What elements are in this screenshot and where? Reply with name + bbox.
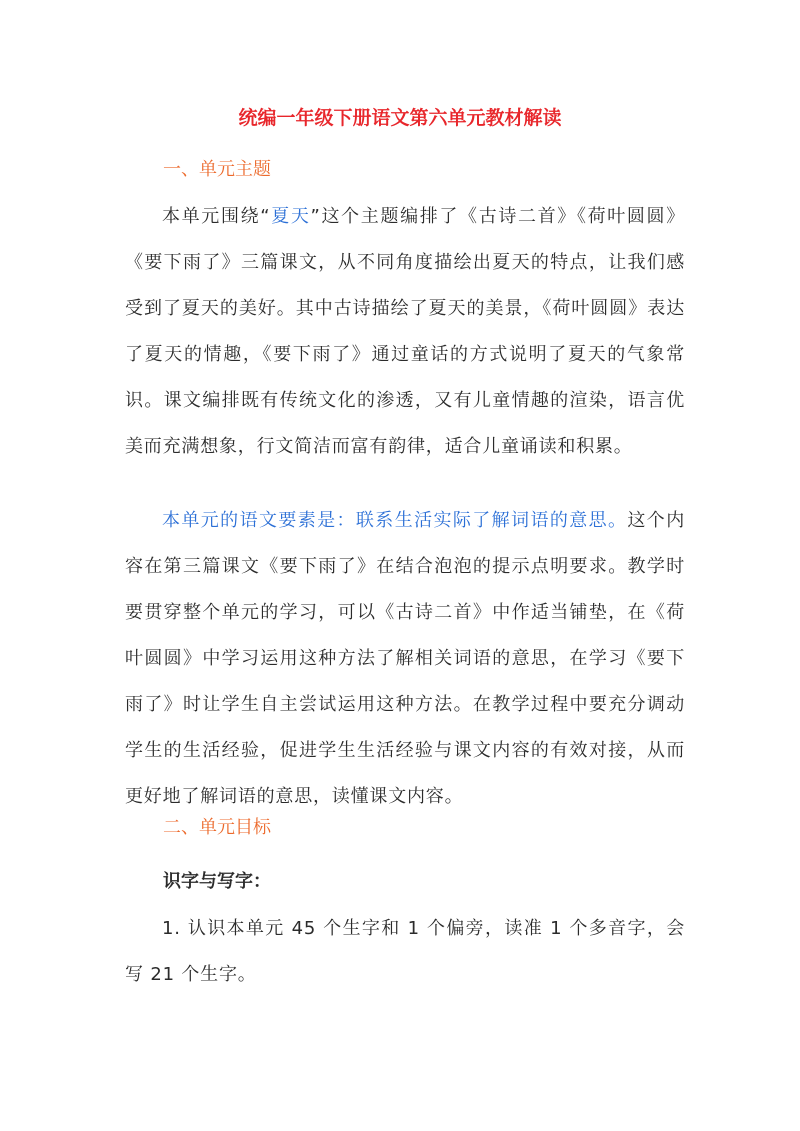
paragraph-unit-theme [125,194,685,470]
paragraph-text: 这个内容在第三篇课文《要下雨了》在结合泡泡的提示点明要求。教学时要贯穿整个单元的学习，可以《古诗二首》中作适当铺垫，在《荷叶圆圆》中学习运用这种方法了解相关词语的意思，在学习《要下雨了》时让学生自主尝试运用这种方法。在教学过程中要充分调动学生的生活经验，促进学生生活经验与课文内容的有效对接，从而更好地了解词语的意思，读懂课文内容。 [125,510,685,807]
paragraph-language-element [125,498,685,820]
section-heading-unit-goals: 二、单元目标 [163,817,271,838]
highlight-summer: 夏天 [270,206,311,227]
highlight-language-element: 本单元的语文要素是：联系生活实际了解词语的意思。 [162,510,628,531]
subheading-literacy-writing: 识字与写字： [163,871,271,892]
paragraph-text: ”这个主题编排了《古诗二首》《荷叶圆圆》《要下雨了》三篇课文，从不同角度描绘出夏天的特点，让我们感受到了夏天的美好。其中古诗描绘了夏天的美景，《荷叶圆圆》表达了夏天的情趣，《要下雨了》通过童话的方式说明了夏天的气象常识。课文编排既有传统文化的渗透，又有儿童情趣的渲染，语言优美而充满想象，行文简洁而富有韵律，适合儿童诵读和积累。 [125,206,685,457]
section-heading-unit-theme: 一、单元主题 [163,159,271,180]
document-title: 统编一年级下册语文第六单元教材解读 [238,107,562,129]
paragraph-text: 本单元围绕“ [162,206,271,227]
goal-item-1: 1. 认识本单元 45 个生字和 1 个偏旁，读准 1 个多音字，会写 21 个生字。 [125,918,685,985]
